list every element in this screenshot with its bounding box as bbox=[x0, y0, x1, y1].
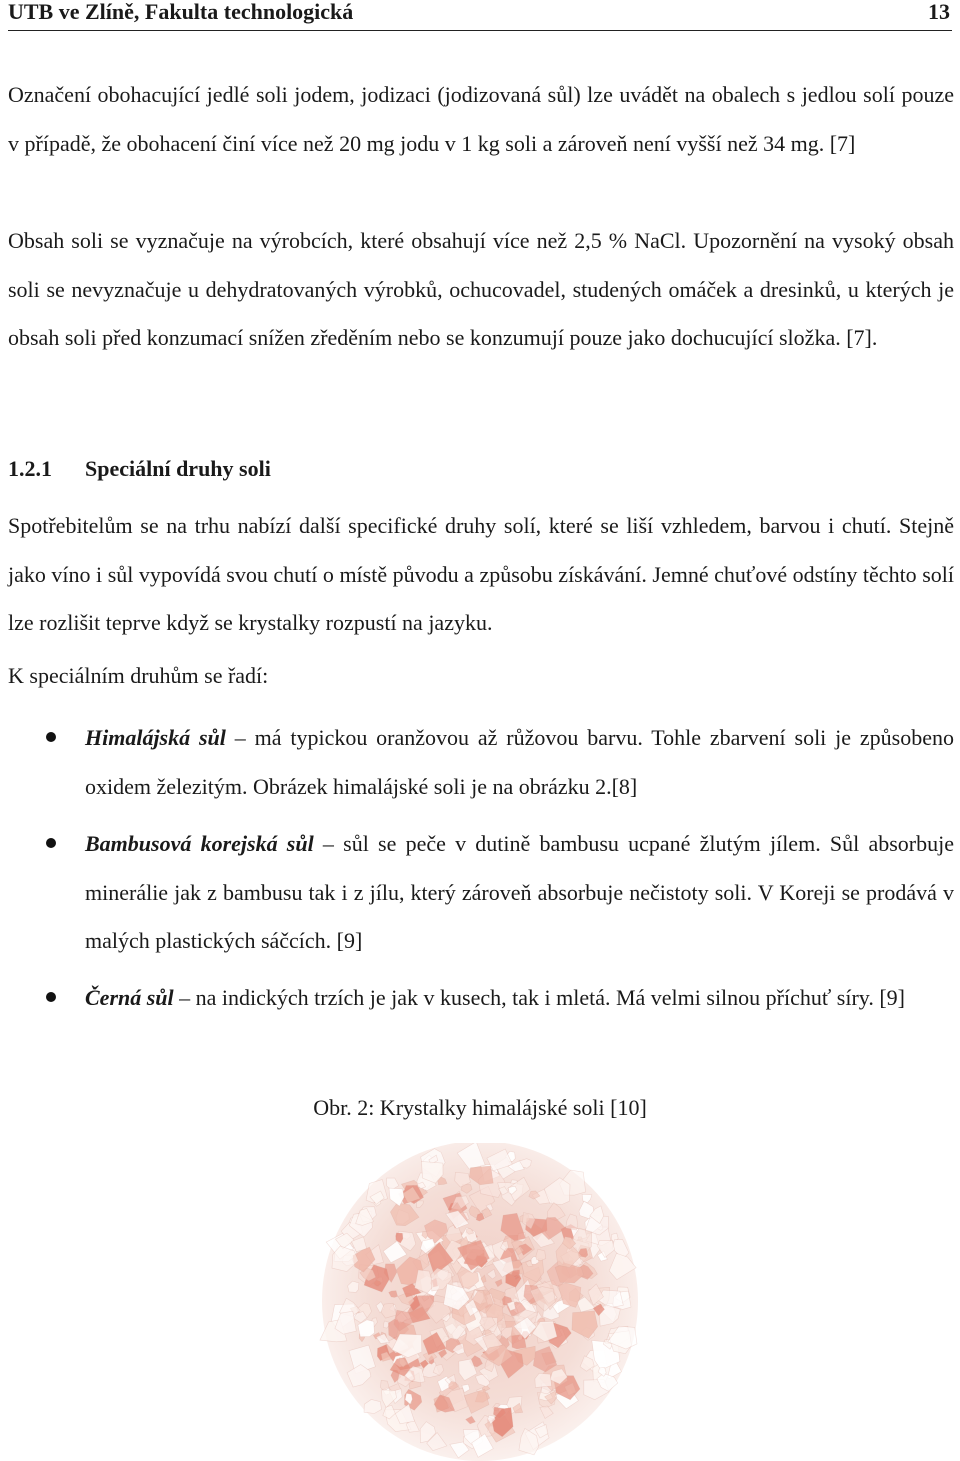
figure-caption: Obr. 2: Krystalky himalájské soli [10] bbox=[313, 1095, 647, 1120]
bullet-icon bbox=[46, 838, 56, 848]
list-item-term: Bambusová korejská sůl bbox=[85, 831, 314, 856]
section-heading bbox=[8, 449, 271, 489]
page-number: 13 bbox=[928, 0, 950, 24]
list-item-text bbox=[85, 820, 954, 966]
list-item-description: – má typickou oranžovou až růžovou barvu. Tohle zbarvení soli je způsobeno oxidem železitým. Obrázek himalájské soli je na obrázku 2.[8] bbox=[85, 725, 954, 799]
paragraph-salt-content: Obsah soli se vyznačuje na výrobcích, které obsahují více než 2,5 % NaCl. Upozornění na vysoký obsah soli se nevyznačuje u dehydratovaných výrobků, ochucovadel, studených omáček a dresinků, u kterých je obsah soli před konzumací snížen zředěním nebo se konzumují pouze jako dochucující složka. [7]. bbox=[8, 228, 954, 350]
paragraph-special-salts: Spotřebitelům se na trhu nabízí další specifické druhy solí, které se liší vzhledem, barvou i chutí. Stejně jako víno i sůl vypovídá svou chutí o místě původu a způsobu získávání. Jemné chuťové odstíny těchto solí lze rozlišit teprve když se krystalky rozpustí na jazyku. bbox=[8, 513, 954, 635]
bullet-icon bbox=[46, 732, 56, 742]
paragraph-list-intro: K speciálním druhům se řadí: bbox=[8, 663, 269, 688]
list-item-text bbox=[85, 974, 954, 1023]
paragraph-iodization: Označení obohacující jedlé soli jodem, jodizaci (jodizovaná sůl) lze uvádět na obalech s jedlou solí pouze v případě, že obohacení činí více než 20 mg jodu v 1 kg soli a zároveň není vyšší než 34 mg. [7] bbox=[8, 82, 954, 156]
himalayan-salt-photo bbox=[318, 1143, 642, 1461]
list-item-text bbox=[85, 714, 954, 811]
list-item-term: Himalájská sůl bbox=[85, 725, 226, 750]
page-header bbox=[8, 0, 952, 31]
list-item-description: – sůl se peče v dutině bambusu ucpané žlutým jílem. Sůl absorbuje minerálie jak z bambusu tak i z jílu, který zároveň absorbuje nečistoty soli. V Koreji se prodává v malých plastických sáčcích. [9] bbox=[85, 831, 954, 953]
section-number: 1.2.1 bbox=[8, 456, 52, 481]
salt-crystals-image bbox=[318, 1143, 642, 1461]
salt-crystal bbox=[536, 1249, 546, 1261]
salt-crystal bbox=[535, 1373, 552, 1387]
list-item-description: – na indických trzích je jak v kusech, tak i mletá. Má velmi silnou příchuť síry. [9] bbox=[173, 985, 905, 1010]
bullet-icon bbox=[46, 992, 56, 1002]
section-title: Speciální druhy soli bbox=[85, 456, 271, 481]
list-item-term: Černá sůl bbox=[85, 985, 174, 1010]
header-title: UTB ve Zlíně, Fakulta technologická bbox=[8, 0, 354, 24]
